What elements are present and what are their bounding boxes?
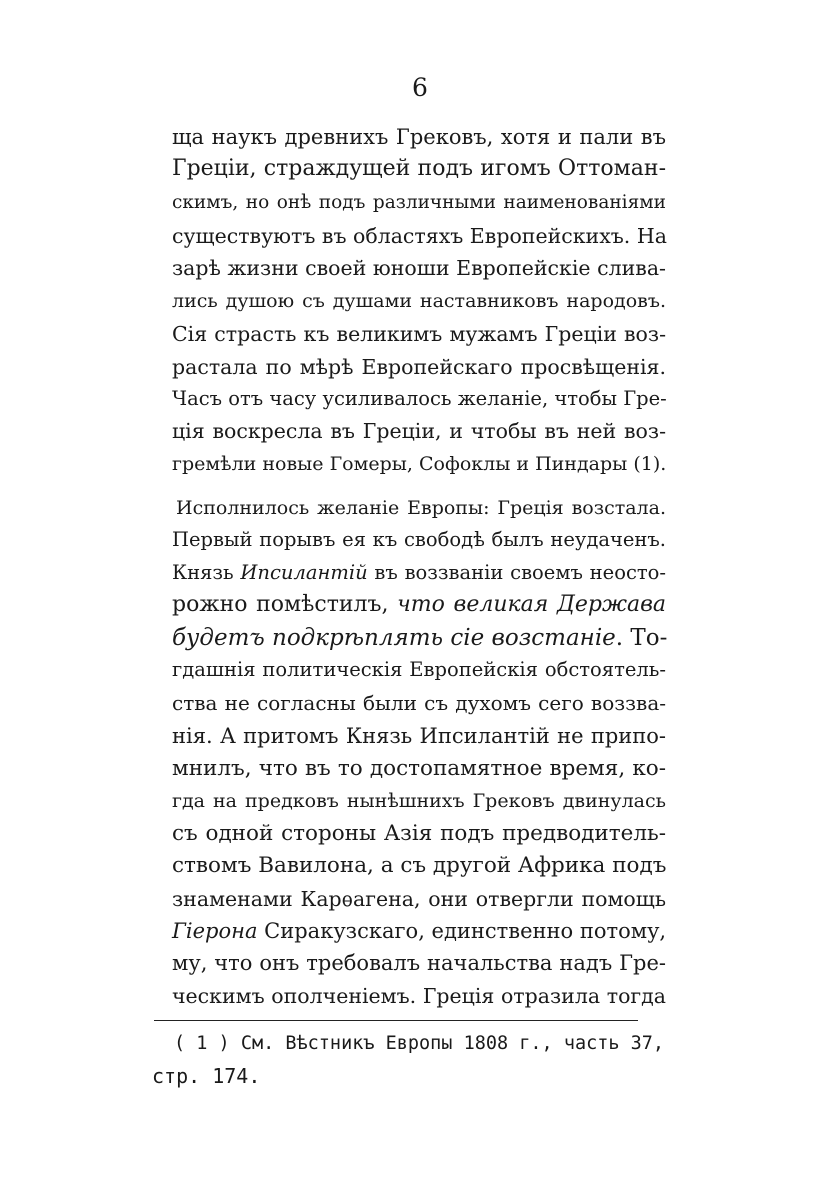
text-line: Часъ отъ часу усиливалось желаніе, чтобы Гре- [172, 387, 667, 410]
page-number: 6 [412, 73, 428, 102]
text-line: нія. А притомъ Князь Ипсилантій не припо- [172, 724, 666, 748]
text-line: ства не согласны были съ духомъ сего воззва- [172, 691, 666, 715]
text-segment: въ воззваніи своемъ неосто- [367, 561, 666, 584]
footnote-divider [154, 1020, 638, 1021]
text-segment: . То- [615, 625, 668, 651]
emphasis: будетъ подкрѣплять сіе возстаніе [172, 625, 616, 651]
emphasis: Ипсилантій [240, 561, 368, 584]
text-line: существуютъ въ областяхъ Европейскихъ. На [172, 224, 667, 248]
text-line [172, 914, 666, 948]
text-line: ствомъ Вавилона, а съ другой Африка подъ [172, 853, 667, 878]
text-line: Исполнилось желаніе Европы: Греція возстала. [176, 497, 666, 519]
emphasis: Гіерона [172, 919, 258, 943]
text-line: гда на предковъ нынѣшнихъ Грековъ двинулась [172, 790, 666, 812]
text-line: съ одной стороны Азія подъ предводитель- [172, 821, 666, 846]
footnote-line: стр. 174. [152, 1064, 261, 1088]
text-line: зарѣ жизни своей юноши Европейскіе слива- [172, 256, 666, 280]
text-line: ческимъ ополченіемъ. Греція отразила тогда [172, 984, 666, 1008]
text-line [172, 556, 666, 590]
text-line: скимъ, но онѣ подъ различными наименованіями [172, 192, 666, 213]
text-line: знаменами Карѳагена, они отвергли помощь [172, 887, 666, 911]
text-line: гдашнія политическія Европейскія обстоятель- [172, 658, 666, 681]
text-line: лись душою съ душами наставниковъ народовъ. [172, 290, 666, 312]
text-line [172, 588, 666, 622]
text-line: Греціи, страждущей подъ игомъ Оттоман- [172, 156, 666, 181]
footnote-line: ( 1 ) См. Вѣстникъ Европы 1808 г., часть 37, [174, 1033, 665, 1054]
text-line: Первый порывъ ея къ свободѣ былъ неудаченъ. [172, 528, 666, 551]
text-line: му, что онъ требовалъ начальства надъ Гре- [172, 951, 666, 975]
text-line: ція воскресла въ Греціи, и чтобы въ ней воз- [172, 419, 666, 443]
emphasis: что великая Держава [397, 592, 666, 617]
text-segment: Князь [172, 561, 241, 584]
text-line: мнилъ, что въ то достопамятное время, ко- [172, 756, 666, 781]
text-line: Сія страсть къ великимъ мужамъ Греціи воз- [172, 322, 666, 346]
text-segment: Сиракузскаго, единственно потому, [257, 919, 667, 943]
text-line [172, 621, 666, 655]
text-line: ща наукъ древнихъ Грековъ, хотя и пали въ [172, 125, 666, 149]
text-line: гремѣли новые Гомеры, Софоклы и Пиндары (1). [172, 453, 667, 475]
text-segment: рожно помѣстилъ, [172, 592, 398, 617]
text-line: растала по мѣрѣ Европейскаго просвѣщенія. [172, 355, 666, 379]
